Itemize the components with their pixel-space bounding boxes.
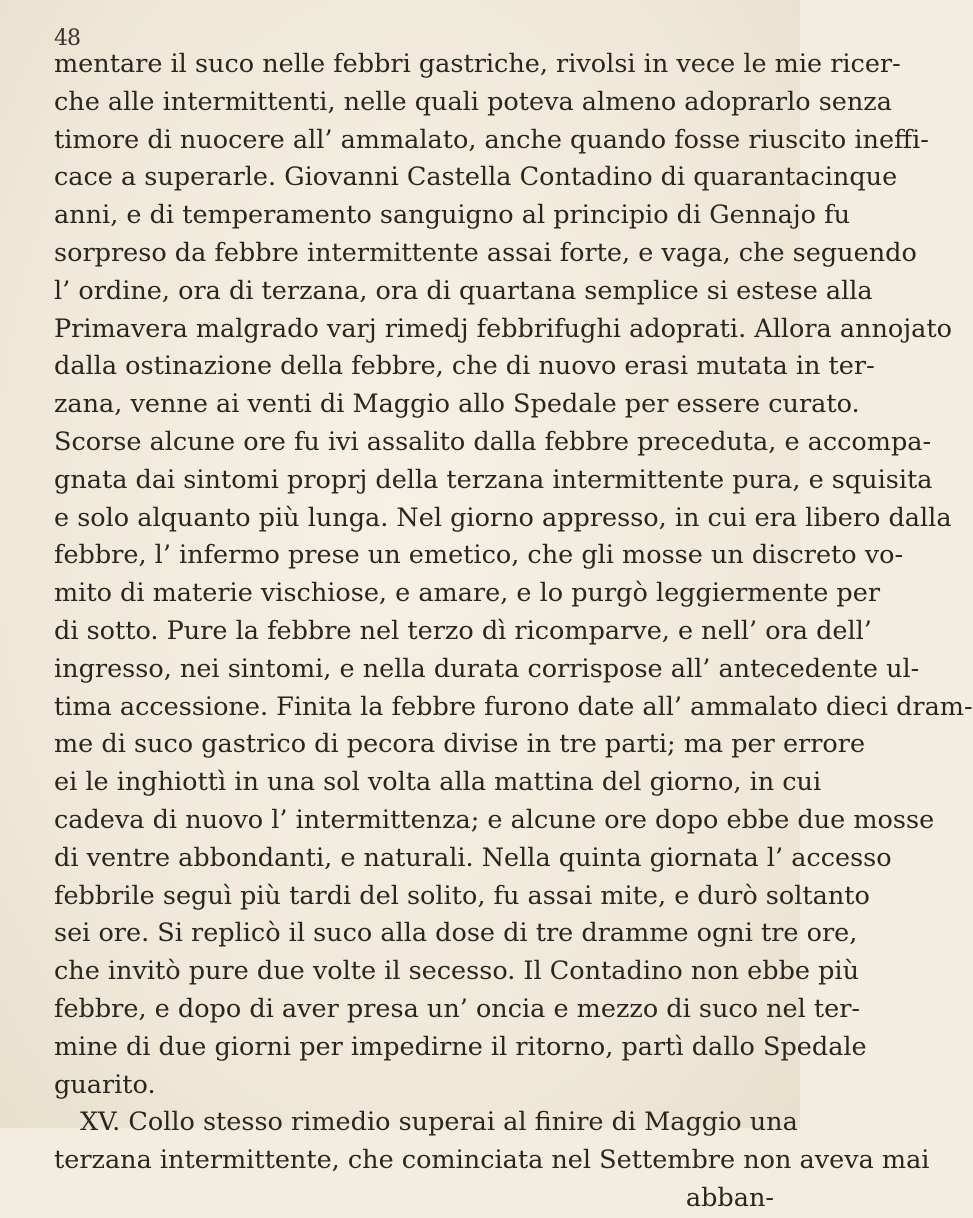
- text-line: che invitò pure due volte il secesso. Il Contadino non ebbe più: [54, 956, 860, 987]
- body-text: [54, 46, 973, 1218]
- text-line: anni, e di temperamento sanguigno al principio di Gennajo fu: [54, 200, 850, 231]
- text-line: mine di due giorni per impedirne il ritorno, partì dallo Spedale: [54, 1031, 867, 1062]
- text-line: cace a superarle. Giovanni Castella Contadino di quarantacinque: [54, 162, 898, 193]
- catchword: abban-: [685, 1182, 774, 1213]
- text-line: me di suco gastrico di pecora divise in tre parti; ma per errore: [54, 729, 866, 760]
- text-line: l’ ordine, ora di terzana, ora di quartana semplice si estese alla: [54, 275, 873, 306]
- text-line: sorpreso da febbre intermittente assai forte, e vaga, che seguendo: [54, 237, 917, 268]
- text-line: Primavera malgrado varj rimedj febbrifughi adoprati. Allora annojato: [54, 313, 952, 344]
- page-number: 48: [54, 26, 80, 51]
- text-line: tima accessione. Finita la febbre furono date all’ ammalato dieci dram-: [54, 691, 973, 722]
- text-line: mentare il suco nelle febbri gastriche, rivolsi in vece le mie ricer-: [54, 49, 901, 79]
- text-line: Scorse alcune ore fu ivi assalito dalla febbre preceduta, e accompa-: [54, 426, 932, 457]
- text-line: febbre, e dopo di aver presa un’ oncia e mezzo di suco nel ter-: [54, 993, 861, 1024]
- text-line: timore di nuocere all’ ammalato, anche quando fosse riuscito ineffi-: [54, 124, 929, 155]
- text-line: zana, venne ai venti di Maggio allo Spedale per essere curato.: [54, 389, 860, 420]
- text-line: gnata dai sintomi proprj della terzana intermittente pura, e squisita: [54, 464, 933, 495]
- text-line: ei le inghiottì in una sol volta alla mattina del giorno, in cui: [54, 767, 822, 798]
- text-line: ingresso, nei sintomi, e nella durata corrispose all’ antecedente ul-: [54, 653, 920, 684]
- text-line: mito di materie vischiose, e amare, e lo purgò leggiermente per: [54, 578, 881, 609]
- text-line: febbrile seguì più tardi del solito, fu assai mite, e durò soltanto: [54, 880, 870, 911]
- text-line: dalla ostinazione della febbre, che di nuovo erasi mutata in ter-: [54, 351, 875, 382]
- text-line: che alle intermittenti, nelle quali poteva almeno adoprarlo senza: [54, 86, 892, 117]
- text-line: e solo alquanto più lunga. Nel giorno appresso, in cui era libero dalla: [54, 502, 952, 533]
- text-line: febbre, l’ infermo prese un emetico, che gli mosse un discreto vo-: [54, 540, 904, 571]
- text-line: terzana intermittente, che cominciata nel Settembre non aveva mai: [54, 1145, 930, 1176]
- text-line: di sotto. Pure la febbre nel terzo dì ricomparve, e nell’ ora dell’: [54, 615, 872, 646]
- text-line: di ventre abbondanti, e naturali. Nella quinta giornata l’ accesso: [54, 842, 892, 873]
- section-start-line: XV. Collo stesso rimedio superai al finire di Maggio una: [80, 1107, 798, 1138]
- text-line: guarito.: [54, 1069, 156, 1100]
- text-line: sei ore. Si replicò il suco alla dose di tre dramme ogni tre ore,: [54, 918, 858, 949]
- text-line: cadeva di nuovo l’ intermittenza; e alcune ore dopo ebbe due mosse: [54, 804, 935, 835]
